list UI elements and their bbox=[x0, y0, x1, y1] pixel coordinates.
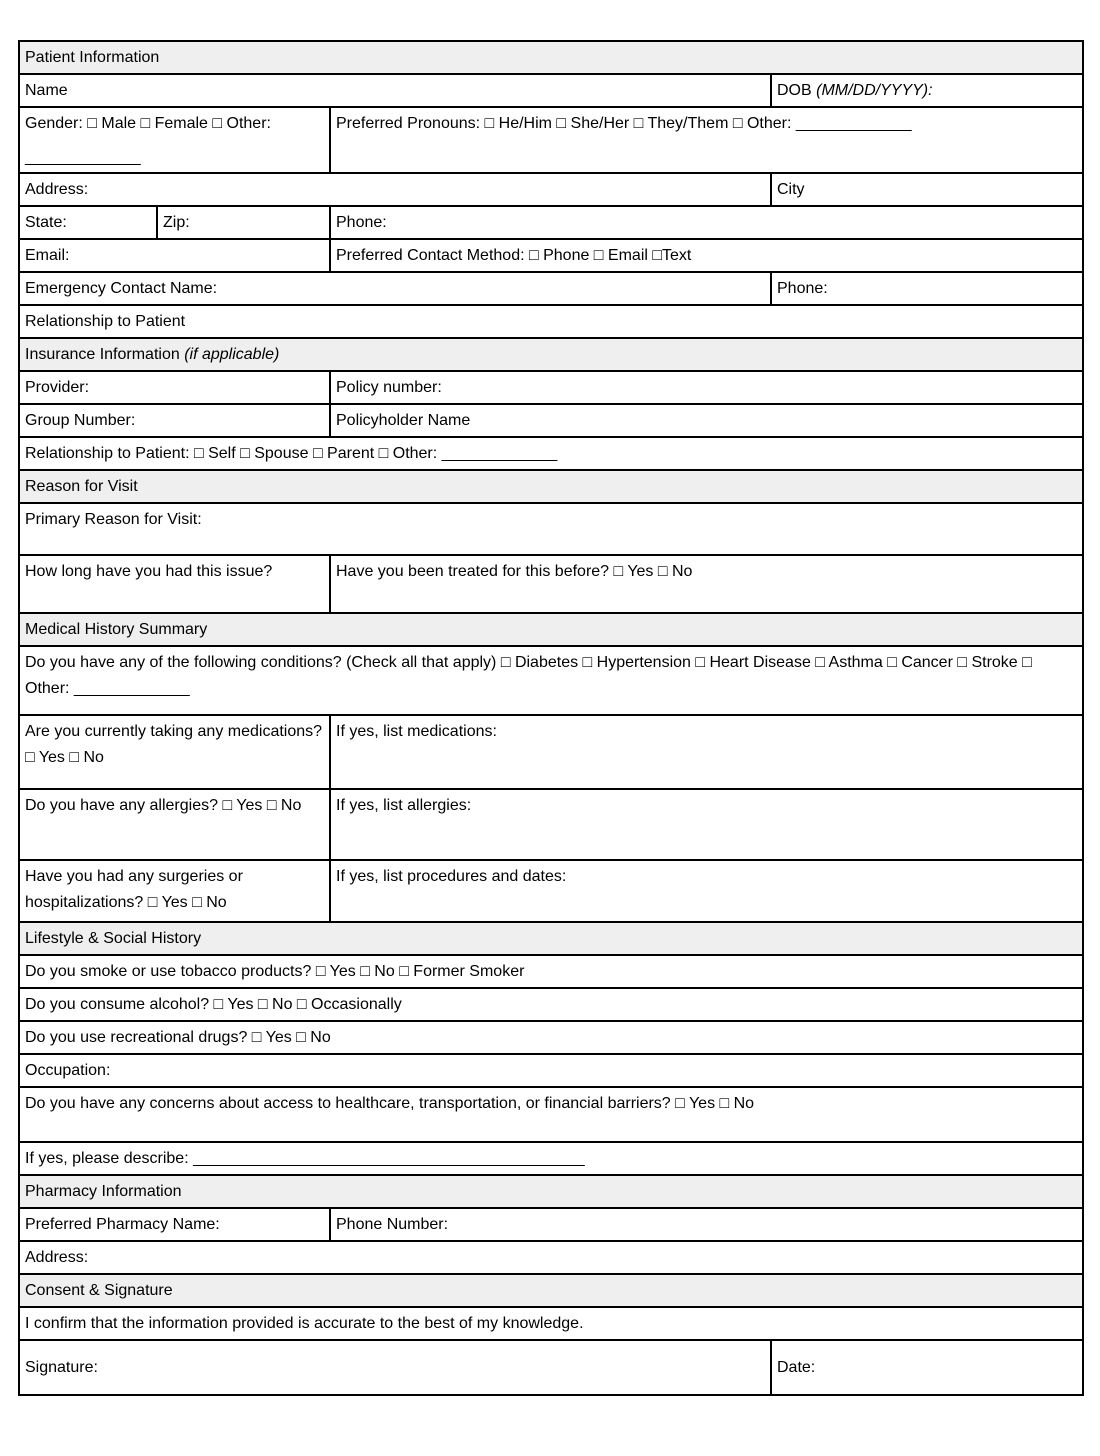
contact-method-field-cell: Preferred Contact Method: □ Phone □ Email □Text bbox=[330, 239, 1083, 272]
allergies-list-cell: If yes, list allergies: bbox=[330, 789, 1083, 860]
section-header-pharmacy: Pharmacy Information bbox=[19, 1175, 1083, 1208]
section-header-reason-for-visit: Reason for Visit bbox=[19, 470, 1083, 503]
dob-format-hint: (MM/DD/YYYY): bbox=[816, 81, 933, 99]
insurance-provider-cell: Provider: bbox=[19, 371, 330, 404]
tobacco-question-cell: Do you smoke or use tobacco products? □ Yes □ No □ Former Smoker bbox=[19, 955, 1083, 988]
emergency-relationship-cell: Relationship to Patient bbox=[19, 305, 1083, 338]
medications-list-cell: If yes, list medications: bbox=[330, 715, 1083, 789]
emergency-contact-name-cell: Emergency Contact Name: bbox=[19, 272, 771, 305]
issue-duration-cell: How long have you had this issue? bbox=[19, 555, 330, 613]
pharmacy-address-cell: Address: bbox=[19, 1241, 1083, 1274]
concerns-describe-cell: If yes, please describe: ____________________________________________ bbox=[19, 1142, 1083, 1175]
pharmacy-name-cell: Preferred Pharmacy Name: bbox=[19, 1208, 330, 1241]
occupation-cell: Occupation: bbox=[19, 1054, 1083, 1087]
emergency-contact-phone-cell: Phone: bbox=[771, 272, 1083, 305]
group-number-cell: Group Number: bbox=[19, 404, 330, 437]
date-cell: Date: bbox=[771, 1340, 1083, 1395]
patient-intake-form bbox=[18, 40, 1084, 1396]
dob-label: DOB bbox=[777, 81, 817, 99]
treated-before-cell: Have you been treated for this before? □ Yes □ No bbox=[330, 555, 1083, 613]
insurance-title: Insurance Information bbox=[25, 345, 185, 363]
dob-field-cell bbox=[771, 74, 1083, 107]
gender-label: Gender: □ Male □ Female □ Other: bbox=[25, 115, 271, 132]
surgeries-question-cell: Have you had any surgeries or hospitalizations? □ Yes □ No bbox=[19, 860, 330, 922]
section-header-insurance-information bbox=[19, 338, 1083, 371]
section-row-insurance-information bbox=[19, 338, 1083, 371]
phone-field-cell: Phone: bbox=[330, 206, 1083, 239]
pronouns-field-cell: Preferred Pronouns: □ He/Him □ She/Her □ They/Them □ Other: _____________ bbox=[330, 107, 1083, 173]
section-row-patient-information bbox=[19, 41, 1083, 74]
policyholder-name-cell: Policyholder Name bbox=[330, 404, 1083, 437]
signature-cell: Signature: bbox=[19, 1340, 771, 1395]
drugs-question-cell: Do you use recreational drugs? □ Yes □ No bbox=[19, 1021, 1083, 1054]
primary-reason-cell: Primary Reason for Visit: bbox=[19, 503, 1083, 555]
conditions-checklist-cell: Do you have any of the following conditions? (Check all that apply) □ Diabetes □ Hypertension □ Heart Disease □ Asthma □ Cancer □ Stroke □ Other: _____________ bbox=[19, 646, 1083, 715]
surgeries-list-cell: If yes, list procedures and dates: bbox=[330, 860, 1083, 922]
city-field-cell: City bbox=[771, 173, 1083, 206]
policy-number-cell: Policy number: bbox=[330, 371, 1083, 404]
section-row-lifestyle bbox=[19, 922, 1083, 955]
consent-statement-cell: I confirm that the information provided is accurate to the best of my knowledge. bbox=[19, 1307, 1083, 1340]
section-row-reason-for-visit bbox=[19, 470, 1083, 503]
section-row-pharmacy bbox=[19, 1175, 1083, 1208]
alcohol-question-cell: Do you consume alcohol? □ Yes □ No □ Occasionally bbox=[19, 988, 1083, 1021]
gender-field-cell bbox=[19, 107, 330, 173]
section-header-lifestyle: Lifestyle & Social History bbox=[19, 922, 1083, 955]
state-field-cell: State: bbox=[19, 206, 157, 239]
section-row-medical-history bbox=[19, 613, 1083, 646]
email-field-cell: Email: bbox=[19, 239, 330, 272]
access-concerns-cell: Do you have any concerns about access to healthcare, transportation, or financial barriers? □ Yes □ No bbox=[19, 1087, 1083, 1142]
zip-field-cell: Zip: bbox=[157, 206, 330, 239]
insurance-relationship-cell: Relationship to Patient: □ Self □ Spouse □ Parent □ Other: _____________ bbox=[19, 437, 1083, 470]
section-header-consent: Consent & Signature bbox=[19, 1274, 1083, 1307]
name-field-cell: Name bbox=[19, 74, 771, 107]
section-row-consent bbox=[19, 1274, 1083, 1307]
section-header-patient-information: Patient Information bbox=[19, 41, 1083, 74]
medications-question-cell: Are you currently taking any medications? □ Yes □ No bbox=[19, 715, 330, 789]
address-field-cell: Address: bbox=[19, 173, 771, 206]
insurance-title-qualifier: (if applicable) bbox=[184, 345, 280, 363]
allergies-question-cell: Do you have any allergies? □ Yes □ No bbox=[19, 789, 330, 860]
pharmacy-phone-cell: Phone Number: bbox=[330, 1208, 1083, 1241]
gender-other-blank: _____________ bbox=[25, 148, 141, 166]
section-header-medical-history: Medical History Summary bbox=[19, 613, 1083, 646]
